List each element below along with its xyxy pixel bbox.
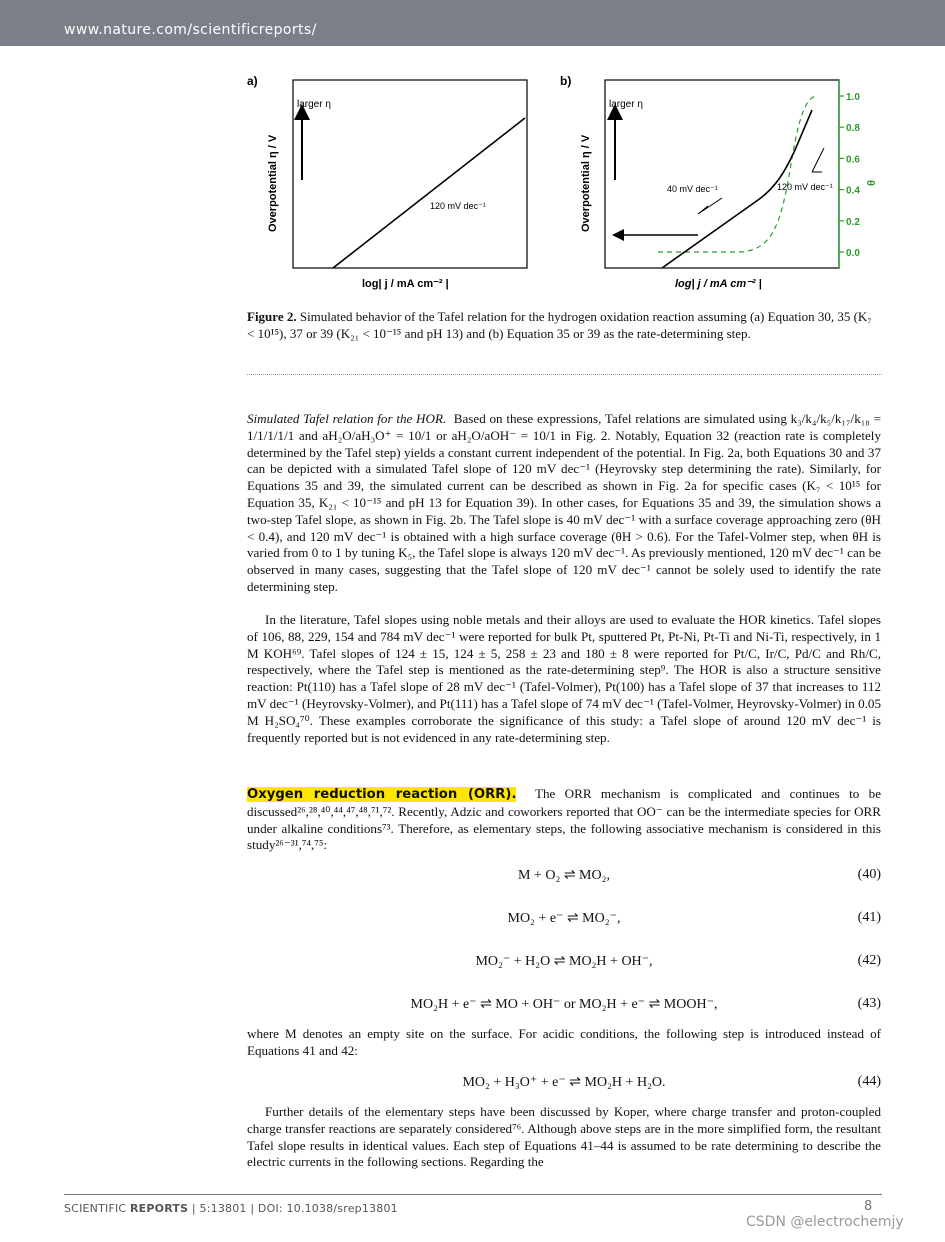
panel-b-label: b) bbox=[560, 74, 572, 88]
panel-b-slope-low-triangle bbox=[698, 198, 722, 214]
panel-b-slope-high-triangle bbox=[812, 148, 824, 172]
footer-divider bbox=[64, 1194, 882, 1195]
paragraph-text: In the literature, Tafel slopes using noble metals and their alloys are used to evaluate the HOR kinetics. Tafel slopes of 106, 88, 229, 154 and 784 mV dec⁻¹ were reported for bulk Pt, sputtered Pt, Pt-Ni, Pt-Ti and Ni-Ti, respectively, in 1 M KOH⁶⁹. Tafel slopes of 124 ± 15, 124 ± 5, 258 ± 23 and 180 ± 8 were reported for Pt/C, Ir/C, Pd/C and Rh/C, respectively, where the Tafel step is mentioned as the rate-determining step⁹. The HOR is also a structure sensitive reaction: Pt(110) has a Tafel slope of 28 mV dec⁻¹ (Tafel-Volmer), Pt(100) has a Tafel slope of 37 that increases to 112 mV dec⁻¹ (Heyrovsky-Volmer), and Pt(111) has a Tafel slope of 74 mV dec⁻¹ (Tafel-Volmer, Heyrovsky-Volmer) in 0.05 M H₂SO₄⁷⁰. These examples corroborate the significance of this study: a Tafel slope of around 120 mV dec⁻¹ is frequently reported but is not evidenced in any rate-determining step. bbox=[247, 612, 881, 745]
paragraph-acidic bbox=[247, 1026, 881, 1060]
paragraph-text: Further details of the elementary steps have been discussed by Koper, where charge transfer and proton-coupled charge transfer reactions are separately considered⁷⁶. Although above steps are in the more simplified form, the resultant Tafel slope results in identical values. Each step of Equations 41–44 is assumed to be rate determining to describe the electric currents in the following sections. Regarding the bbox=[247, 1104, 881, 1170]
right-axis-tick-label: 0.4 bbox=[846, 185, 860, 197]
journal-name-bold: REPORTS bbox=[130, 1202, 189, 1215]
right-axis-tick-label: 0.6 bbox=[846, 154, 860, 166]
paragraph-literature bbox=[247, 612, 881, 746]
caption-lead: Figure 2. bbox=[247, 309, 297, 324]
equation-42 bbox=[247, 953, 881, 973]
figure-caption bbox=[247, 308, 882, 342]
paragraph-text: The ORR mechanism is complicated and continues to be discussed²⁶,²⁸,⁴⁰,⁴⁴,⁴⁷,⁴⁸,⁷¹,⁷². Recently, Adzic and coworkers reported that OO⁻ can be the intermediate species for ORR under alkaline conditions⁷³. Therefore, as elementary steps, the following associative mechanism is considered in this study²⁶⁻³¹,⁷⁴,⁷⁵: bbox=[247, 786, 882, 853]
site-url[interactable]: www.nature.com/scientificreports/ bbox=[64, 22, 317, 38]
equation-40 bbox=[247, 867, 881, 887]
panel-a-ylabel: Overpotential η / V bbox=[267, 134, 279, 232]
paragraph-koper bbox=[247, 1104, 881, 1171]
panel-b-coverage-curve bbox=[658, 96, 816, 252]
journal-name-light: SCIENTIFIC bbox=[64, 1202, 127, 1215]
panel-a-label: a) bbox=[247, 74, 258, 88]
caption-text: Simulated behavior of the Tafel relation for the hydrogen oxidation reaction assuming (a) Equation 30, 35 (K₇ < 10¹⁵), 37 or 39 (K₂₁ < 10⁻¹⁵ and pH 13) and (b) Equation 35 or 39 as the rate-determining step. bbox=[247, 309, 872, 341]
panel-a-xlabel: log| j / mA cm⁻² | bbox=[362, 278, 449, 290]
panel-b-ylabel: Overpotential η / V bbox=[580, 134, 592, 232]
panel-b-right-axis-label: θ bbox=[866, 180, 878, 186]
equation-formula: MO₂H + e⁻ ⇌ MO + OH⁻ or MO₂H + e⁻ ⇌ MOOH⁻, bbox=[410, 997, 718, 1012]
watermark: CSDN @electrochemjy bbox=[746, 1214, 904, 1230]
paragraph-text: Based on these expressions, Tafel relations are simulated using k₃/k₄/k₅/k₁₇/k₁₈ = 1/1/1/1/1 and aH₂O/aH₃O⁺ = 10/1 or aH₂O/aOH⁻ = 10/1 in Fig. 2. Notably, Equation 32 (reaction rate is completely determined by the Tafel step) yields a constant current independent of the potential. In Fig. 2a, both Equations 30 and 37 can be depicted with a simulated Tafel slope of 120 mV dec⁻¹ (Heyrovsky step determining the rate). Similarly, for Equations 35 and 39, the simulated current can be described as shown in Fig. 2a for specific cases (K₇ < 10¹⁵ for Equation 35, K₂₁ < 10⁻¹⁵ and pH 13 for Equation 39). In other cases, for Equations 35 and 39, the simulation shows a two-step Tafel slope, as shown in Fig. 2b. The Tafel slope is 40 mV dec⁻¹ with a surface coverage approaching zero (θH < 0.4), and 120 mV dec⁻¹ is obtained with a high surface coverage (θH > 0.6). For the Tafel-Volmer step, when θH is varied from 0 to 1 by tuning K₅, the Tafel slope is always 120 mV dec⁻¹. As previously mentioned, 120 mV dec⁻¹ can be observed in many cases, suggesting that the Tafel slope of 120 mV dec⁻¹ cannot be solely used to identify the rate determining step. bbox=[247, 411, 882, 594]
equation-number: (44) bbox=[857, 1074, 881, 1089]
page-number: 8 bbox=[864, 1199, 873, 1214]
equation-41 bbox=[247, 910, 881, 930]
panel-a-slope-label: 120 mV dec⁻¹ bbox=[430, 201, 486, 211]
paragraph-orr bbox=[247, 786, 881, 854]
right-axis-tick-label: 0.8 bbox=[846, 123, 860, 135]
right-axis-tick-label: 0.2 bbox=[846, 216, 860, 228]
panel-b-right-axis bbox=[839, 80, 860, 268]
footer-citation bbox=[64, 1202, 398, 1215]
equation-formula: M + O₂ ⇌ MO₂, bbox=[517, 868, 610, 883]
equation-43 bbox=[247, 996, 881, 1016]
equation-number: (40) bbox=[857, 867, 881, 882]
panel-b-slope-low-label: 40 mV dec⁻¹ bbox=[667, 184, 718, 194]
panel-b-slope-high-label: 120 mV dec⁻¹ bbox=[777, 182, 833, 192]
right-axis-tick-label: 1.0 bbox=[846, 92, 860, 103]
panel-a bbox=[247, 74, 527, 290]
caption-divider bbox=[247, 374, 882, 375]
equation-number: (42) bbox=[857, 953, 881, 968]
equation-44 bbox=[247, 1074, 881, 1094]
section-heading-tafel-hor: Simulated Tafel relation for the HOR. bbox=[247, 411, 447, 426]
panel-a-arrow-label: larger η bbox=[297, 99, 331, 110]
panel-a-tafel-line bbox=[333, 118, 525, 268]
equation-formula: MO₂⁻ + H₂O ⇌ MO₂H + OH⁻, bbox=[475, 954, 653, 969]
doi-text[interactable]: | 5:13801 | DOI: 10.1038/srep13801 bbox=[191, 1202, 398, 1215]
panel-b-xlabel: log| j / mA cm⁻² | bbox=[675, 278, 762, 290]
section-heading-orr: Oxygen reduction reaction (ORR). bbox=[247, 787, 517, 802]
right-axis-tick-label: 0.0 bbox=[846, 248, 860, 259]
figure-2 bbox=[0, 0, 945, 300]
panel-b bbox=[560, 74, 878, 290]
paragraph-text: where M denotes an empty site on the surface. For acidic conditions, the following step is introduced instead of Equations 41 and 42: bbox=[247, 1026, 881, 1058]
panel-b-arrow-label: larger η bbox=[609, 99, 643, 110]
equation-formula: MO₂ + H₃O⁺ + e⁻ ⇌ MO₂H + H₂O. bbox=[462, 1075, 666, 1090]
equation-number: (41) bbox=[857, 910, 881, 925]
equation-formula: MO₂ + e⁻ ⇌ MO₂⁻, bbox=[507, 911, 621, 926]
paragraph-tafel-hor bbox=[247, 411, 881, 596]
equation-number: (43) bbox=[857, 996, 881, 1011]
